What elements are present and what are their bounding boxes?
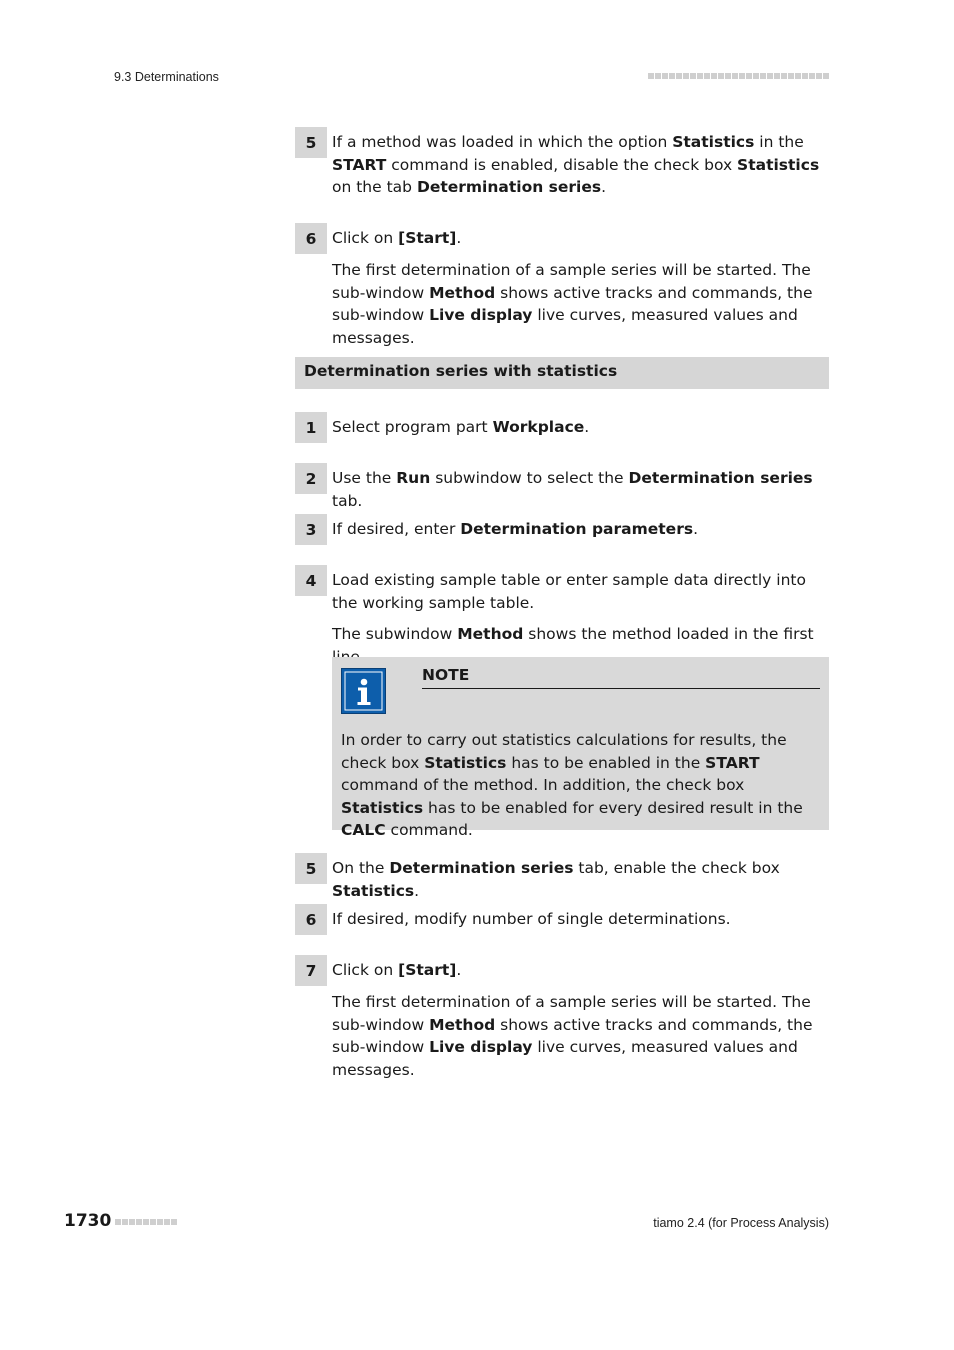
text-run: .	[601, 178, 607, 196]
decoration-square	[683, 73, 689, 79]
step-number: 3	[295, 514, 327, 545]
note-title: NOTE	[422, 666, 470, 684]
text-run: command is enabled, disable the check box	[386, 155, 738, 174]
step-number: 6	[295, 904, 327, 935]
text-run: live curves, measured values and messages.	[332, 306, 798, 347]
text-run: .	[456, 229, 462, 247]
text-run: has to be enabled in the	[506, 753, 706, 772]
step-text	[332, 908, 830, 931]
note-divider	[422, 688, 820, 689]
bold-term: Run	[396, 469, 431, 487]
decoration-square	[150, 1219, 156, 1225]
text-run: in the	[754, 133, 804, 151]
header-decoration	[648, 73, 829, 79]
bold-term: Method	[429, 1015, 496, 1034]
step-result	[332, 991, 830, 1081]
step-text	[332, 131, 830, 199]
running-header-section: 9.3 Determinations	[114, 70, 219, 84]
decoration-square	[725, 73, 731, 79]
footer-product-name: tiamo 2.4 (for Process Analysis)	[653, 1216, 829, 1230]
step-text	[332, 227, 830, 250]
bold-term: Live display	[429, 306, 533, 324]
text-run: The first determination of a sample series will be started. The sub-window	[332, 261, 811, 302]
bold-term: [Start]	[398, 229, 457, 247]
decoration-square	[760, 73, 766, 79]
bold-term: Statistics	[341, 798, 424, 817]
decoration-square	[711, 73, 717, 79]
text-run: shows the method loaded in the first	[528, 625, 814, 643]
step-number: 6	[295, 223, 327, 254]
decoration-square	[718, 73, 724, 79]
text-run: .	[693, 520, 699, 538]
bold-term: Method	[429, 283, 496, 302]
text-run: subwindow to select the	[430, 469, 629, 487]
info-icon	[341, 668, 386, 714]
bold-term: Determination series	[416, 178, 602, 196]
section-heading	[295, 357, 829, 389]
text-run: Use the	[332, 469, 397, 487]
step-text	[332, 518, 830, 541]
step-number: 5	[295, 127, 327, 158]
decoration-square	[816, 73, 822, 79]
step-text	[332, 959, 830, 982]
step-text	[332, 416, 830, 439]
note-text	[341, 729, 821, 842]
bold-term: Live display	[429, 1038, 533, 1056]
bold-term: Statistics	[424, 753, 507, 772]
step-number: 1	[295, 412, 327, 443]
text-run: tab, enable the check box	[573, 859, 780, 877]
step-text	[332, 857, 830, 902]
bold-term: Statistics	[672, 133, 755, 151]
text-run: If desired, modify number of single determinations.	[332, 910, 731, 928]
step-text	[332, 467, 830, 512]
bold-term: Workplace	[492, 418, 585, 436]
page-number: 1730	[64, 1211, 112, 1231]
decoration-square	[164, 1219, 170, 1225]
text-run: .	[584, 418, 590, 436]
decoration-square	[115, 1219, 121, 1225]
text-run: Load existing sample table or enter sample data directly into the working sample table.	[332, 571, 806, 612]
bold-term: START	[332, 155, 387, 174]
decoration-square	[676, 73, 682, 79]
step-number: 4	[295, 565, 327, 596]
decoration-square	[697, 73, 703, 79]
decoration-square	[753, 73, 759, 79]
decoration-square	[739, 73, 745, 79]
text-run: shows active tracks and commands, the sub-window	[332, 283, 813, 324]
bold-term: CALC	[341, 821, 386, 839]
text-run: If desired, enter	[332, 520, 461, 538]
text-run: The subwindow	[332, 625, 458, 643]
decoration-square	[662, 73, 668, 79]
note-box	[332, 657, 829, 839]
decoration-square	[774, 73, 780, 79]
decoration-square	[129, 1219, 135, 1225]
decoration-square	[669, 73, 675, 79]
text-run: shows active tracks and commands, the sub-window	[332, 1015, 813, 1056]
text-run: command of the method. In addition, the check box	[341, 776, 745, 794]
bold-term: Statistics	[332, 881, 415, 900]
decoration-square	[802, 73, 808, 79]
decoration-square	[809, 73, 815, 79]
text-run: Select program part	[332, 418, 493, 436]
text-run: .	[456, 961, 462, 979]
decoration-square	[795, 73, 801, 79]
footer-decoration	[115, 1219, 177, 1225]
step-number: 7	[295, 955, 327, 986]
decoration-square	[788, 73, 794, 79]
text-run: Click on	[332, 961, 399, 979]
text-run: on the tab	[332, 178, 417, 196]
step-text	[332, 569, 830, 614]
bold-term: Determination parameters	[460, 520, 694, 538]
decoration-square	[122, 1219, 128, 1225]
bold-term: Determination series	[389, 859, 574, 877]
decoration-square	[767, 73, 773, 79]
decoration-square	[648, 73, 654, 79]
bold-term: Determination series	[628, 469, 813, 487]
step-number: 2	[295, 463, 327, 494]
text-run: tab.	[332, 491, 363, 510]
text-run: has to be enabled for every desired result in the	[423, 798, 803, 817]
bold-term: [Start]	[398, 961, 457, 979]
step-number: 5	[295, 853, 327, 884]
bold-term: START	[705, 753, 760, 772]
section-heading-text: Determination series with statistics	[304, 362, 618, 380]
decoration-square	[143, 1219, 149, 1225]
text-run: The first determination of a sample series will be started. The sub-window	[332, 993, 811, 1034]
text-run: On the	[332, 859, 390, 877]
bold-term: Statistics	[737, 155, 820, 174]
decoration-square	[732, 73, 738, 79]
decoration-square	[823, 73, 829, 79]
decoration-square	[690, 73, 696, 79]
decoration-square	[157, 1219, 163, 1225]
text-run: If a method was loaded in which the option	[332, 133, 673, 151]
decoration-square	[746, 73, 752, 79]
decoration-square	[704, 73, 710, 79]
text-run: In order to carry out statistics calculations for results, the check box	[341, 731, 787, 772]
step-result	[332, 259, 830, 349]
decoration-square	[781, 73, 787, 79]
decoration-square	[655, 73, 661, 79]
text-run: command.	[385, 821, 473, 839]
bold-term: Method	[457, 625, 524, 643]
text-run: Click on	[332, 229, 399, 247]
text-run: live curves, measured values and messages.	[332, 1038, 798, 1079]
decoration-square	[136, 1219, 142, 1225]
decoration-square	[171, 1219, 177, 1225]
text-run: .	[414, 881, 420, 900]
